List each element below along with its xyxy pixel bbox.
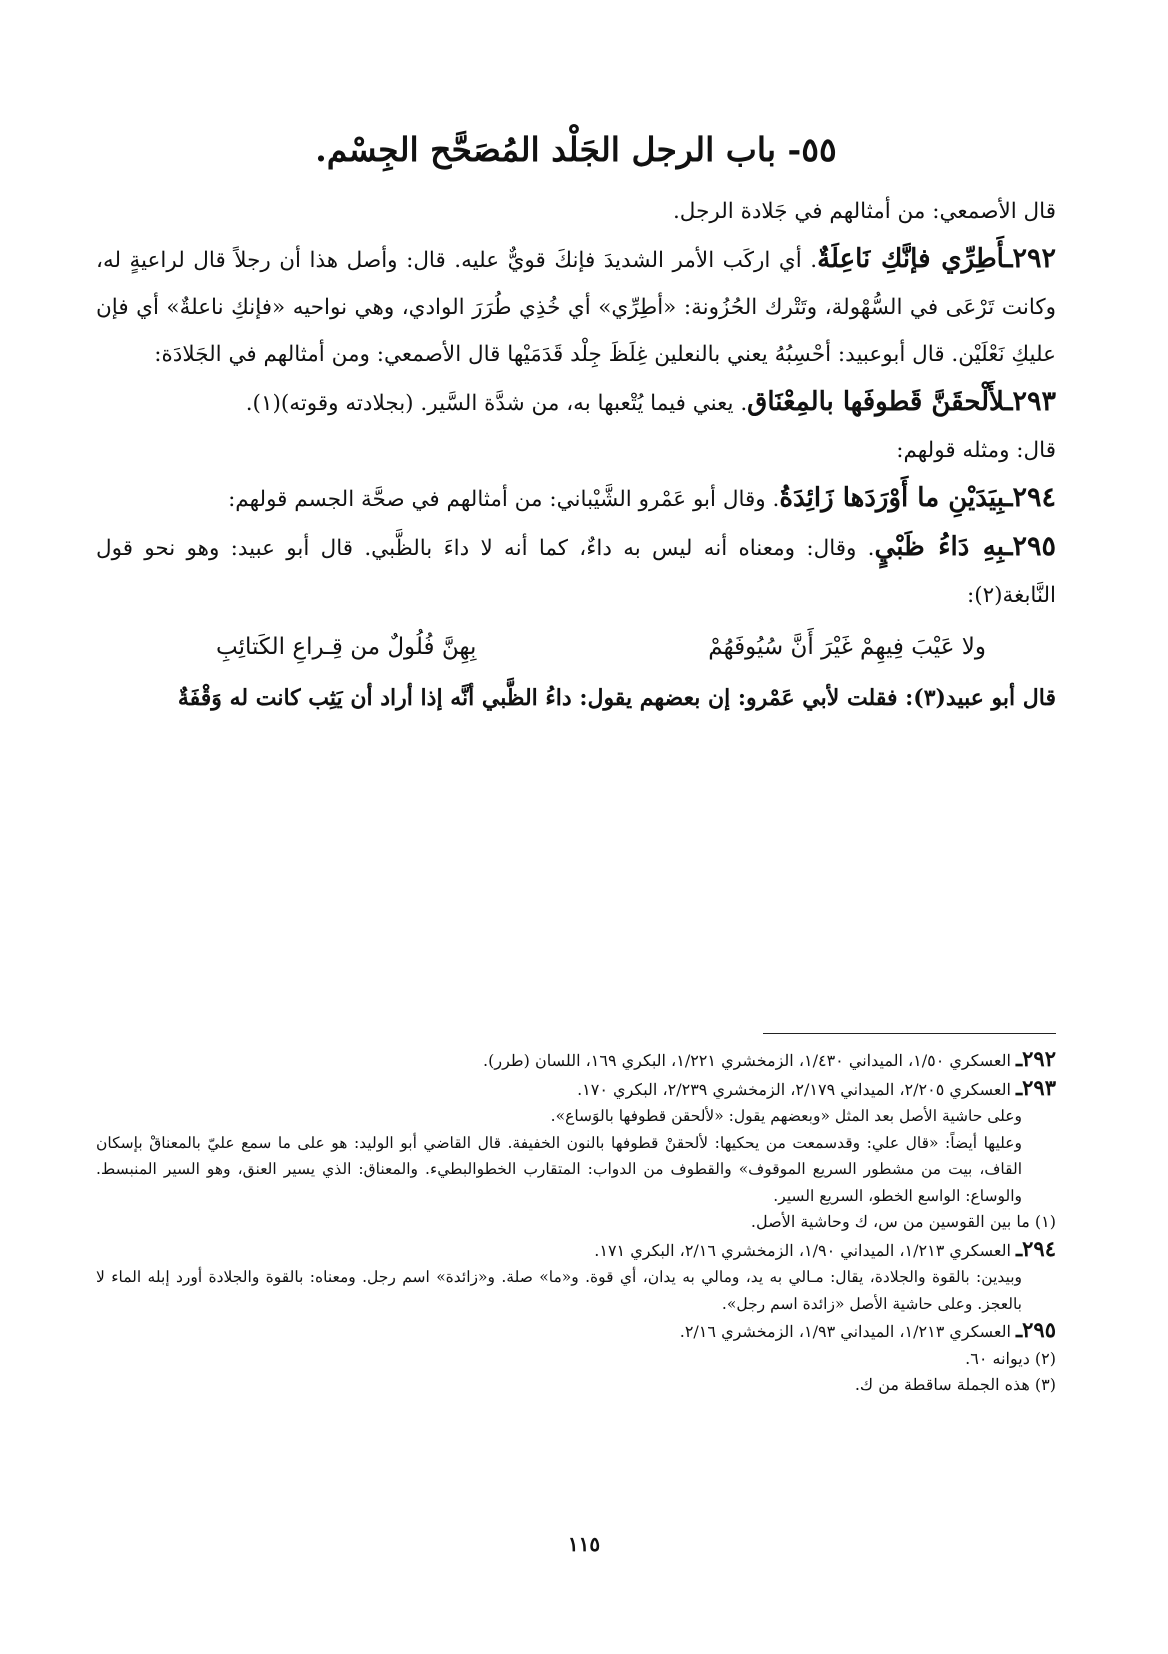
paragraph xyxy=(96,427,1056,474)
footnote: (١) ما بين القوسين من س، ك وحاشية الأصل. xyxy=(750,1212,1056,1231)
proverb-number: ٢٩٤ـ xyxy=(1004,482,1056,513)
paragraph xyxy=(96,523,1056,619)
footnote: (٢) ديوانه ٦٠. xyxy=(965,1348,1056,1368)
source-note xyxy=(96,1046,1056,1075)
section-title: ٥٥- باب الرجل الجَلْد المُصَحَّح الجِسْم. xyxy=(315,130,837,169)
poem-verse xyxy=(96,619,1056,675)
proverb-number: ٢٩٥ـ xyxy=(1004,531,1056,562)
closing-paragraph: قال أبو عبيد(٣): فقلت لأبي عَمْرو: إن بعضهم يقول: داءُ الظَّبي أنَّه إذا أراد أن يَثِب كانت له وَقْفَةٌ xyxy=(177,685,1056,711)
paragraph xyxy=(96,378,1056,427)
footnote-commentary: وبيدين: بالقوة والجلادة، يقال: مـالي به يد، ومالي به يدان، أي قوة. و«ما» صلة. و«زائدة» اسم رجل. ومعناه: بالقوة والجلادة أورد إبله الماء لا بالعجز. وعلى حاشية الأصل «زائدة اسم رجل». xyxy=(96,1268,1022,1313)
proverb-text: أَطِرِّي فإنَّكِ نَاعِلَةٌ xyxy=(817,244,1005,274)
source-note-number: ٢٩٤ـ xyxy=(1016,1235,1056,1261)
footnote: (٣) هذه الجملة ساقطة من ك. xyxy=(854,1375,1056,1394)
footnote-divider xyxy=(763,1033,1056,1034)
proverb-text: بِيَدَيْنِ ما أَوْرَدَها زَائِدَةُ xyxy=(779,483,1005,513)
proverb-text: بِهِ دَاءُ ظَبْيٍ xyxy=(874,532,1005,562)
footnotes xyxy=(96,1046,1056,1399)
footnote-commentary: وعلى حاشية الأصل بعد المثل «وبعضهم يقول: «لألحقن قطوفها بالوَساع». xyxy=(550,1107,1022,1125)
paragraph xyxy=(96,235,1056,378)
paragraph-text: قال: ومثله قولهم: xyxy=(896,438,1056,463)
footnote-commentary: وعليها أيضاً: «قال علي: وقدسمعت من يحكيها: لألحقنْ قطوفها بالنون الخفيفة. قال القاضي أبو الوليد: هو على ما سمع عليّ بالمعناقْ بإسكان القاف، بيت من مشطور السريع الموقوف» والقطوف من الدواب: المتقارب الخطوالبطيء. والمعناق: الذي يسير العنق، وهو السير المنبسط. والوساع: الواسع الخطو، السريع السير. xyxy=(96,1133,1022,1205)
proverb-number: ٢٩٢ـ xyxy=(1004,243,1056,274)
paragraph xyxy=(96,188,1056,235)
paragraph xyxy=(96,474,1056,523)
source-note-text: العسكري ١/٢١٣، الميداني ١/٩٠، الزمخشري ٢/١٦، البكري ١٧١. xyxy=(594,1240,1011,1260)
source-note-text: العسكري ١/٥٠، الميداني ١/٤٣٠، الزمخشري ١/٢٢١، البكري ١٦٩، اللسان (طرر). xyxy=(483,1051,1011,1070)
page-number: ١١٥ xyxy=(567,1532,601,1556)
source-note-number: ٢٩٣ـ xyxy=(1016,1074,1056,1100)
proverb-number: ٢٩٣ـ xyxy=(1004,386,1056,417)
source-note xyxy=(96,1236,1056,1265)
main-text xyxy=(96,188,1056,722)
source-note-number: ٢٩٢ـ xyxy=(1016,1046,1056,1071)
verse-hemistich: ولا عَيْبَ فِيهِمْ غَيْرَ أَنَّ سُيُوفَهُمْ xyxy=(708,634,986,660)
source-note xyxy=(96,1317,1056,1346)
paragraph-text: . وقال أبو عَمْرو الشَّيْباني: من أمثالهم في صحَّة الجسم قولهم: xyxy=(228,487,780,512)
paragraph-text: . أي اركَب الأمر الشديدَ فإنكَ قويٌّ عليه. قال: وأصل هذا أن رجلاً قال لراعيةٍ له، وكانت تَرْعَى في السُّهْولة، وتَتْرك الحُزُونة: «أطِرِّي» أي خُذِي طُرَرَ الوادي، وهي نواحيه «فإنكِ ناعلةٌ» أي فإن عليكِ نَعْلَيْن. قال أبوعبيد: أحْسِبُهُ يعني بالنعلين غِلَظَ جِلْد قَدَمَيْها قال الأصمعي: ومن أمثالهم في الجَلادَة: xyxy=(96,248,1056,367)
source-note-number: ٢٩٥ـ xyxy=(1016,1317,1056,1342)
paragraph-text: قال الأصمعي: من أمثالهم في جَلادة الرجل. xyxy=(672,199,1056,224)
source-note-text: العسكري ٢/٢٠٥، الميداني ٢/١٧٩، الزمخشري ٢/٢٣٩، البكري ١٧٠. xyxy=(577,1079,1011,1099)
source-note xyxy=(96,1075,1056,1104)
proverb-text: لأَلْحقَنَّ قَطوفَها بالمِعْنَاق xyxy=(747,387,1005,417)
paragraph-text: . وقال: ومعناه أنه ليس به داءٌ، كما أنه لا داءَ بالظَّبي. قال أبو عبيد: وهو نحو قول النَّابغة(٢): xyxy=(96,536,1056,608)
paragraph-text: . يعني فيما يُتْعبها به، من شدَّة السَّير. (بجلادته وقوته)(١). xyxy=(245,391,748,416)
source-note-text: العسكري ١/٢١٣، الميداني ١/٩٣، الزمخشري ٢/١٦. xyxy=(679,1322,1011,1341)
verse-hemistich: بِهِنَّ فُلُولٌ من قِـراعِ الكَتائِبِ xyxy=(216,634,477,660)
